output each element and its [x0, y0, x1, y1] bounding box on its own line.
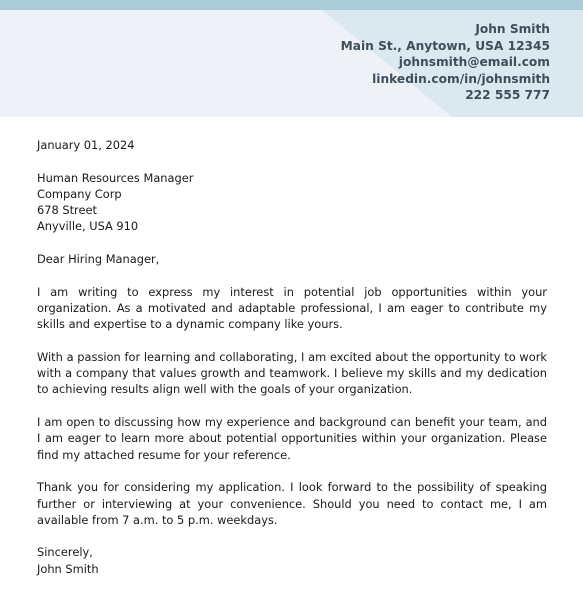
body-paragraph: Thank you for considering my application. I look forward to the possibility of speaking further or interviewing at your convenience. Should you need to contact me, I am available from 7 a.m. to 5 p.m. weekdays.	[37, 480, 547, 527]
letterhead	[0, 0, 583, 117]
letter-date: January 01, 2024	[37, 138, 135, 152]
sender-address: Main St., Anytown, USA 12345	[340, 38, 550, 53]
sender-linkedin[interactable]: linkedin.com/in/johnsmith	[372, 71, 550, 86]
sender-phone: 222 555 777	[465, 88, 550, 102]
sender-email[interactable]: johnsmith@email.com	[398, 55, 550, 69]
recipient-title: Human Resources Manager	[37, 170, 194, 185]
sender-name: John Smith	[475, 22, 550, 36]
signature: John Smith	[37, 561, 99, 576]
letter-body	[37, 137, 547, 577]
body-paragraph: I am writing to express my interest in potential job opportunities within your organization. As a motivated and adaptable professional, I am eager to contribute my skills and expertise to a dynamic company like yours.	[37, 284, 547, 332]
salutation: Dear Hiring Manager,	[37, 252, 160, 267]
closing: Sincerely,	[37, 545, 93, 560]
recipient-street: 678 Street	[37, 203, 97, 218]
body-paragraph: I am open to discussing how my experience and background can benefit your team, and I am eager to learn more about potential opportunities within your organization. Please find my attached resume for your reference.	[37, 415, 547, 462]
recipient-block	[37, 170, 547, 235]
recipient-city: Anyville, USA 910	[37, 219, 139, 234]
contact-block	[341, 21, 550, 104]
recipient-company: Company Corp	[37, 186, 122, 201]
body-paragraph: With a passion for learning and collaborating, I am excited about the opportunity to work with a company that values growth and teamwork. I believe my skills and my dedication to achieving results align well with the goals of your organization.	[37, 349, 547, 397]
